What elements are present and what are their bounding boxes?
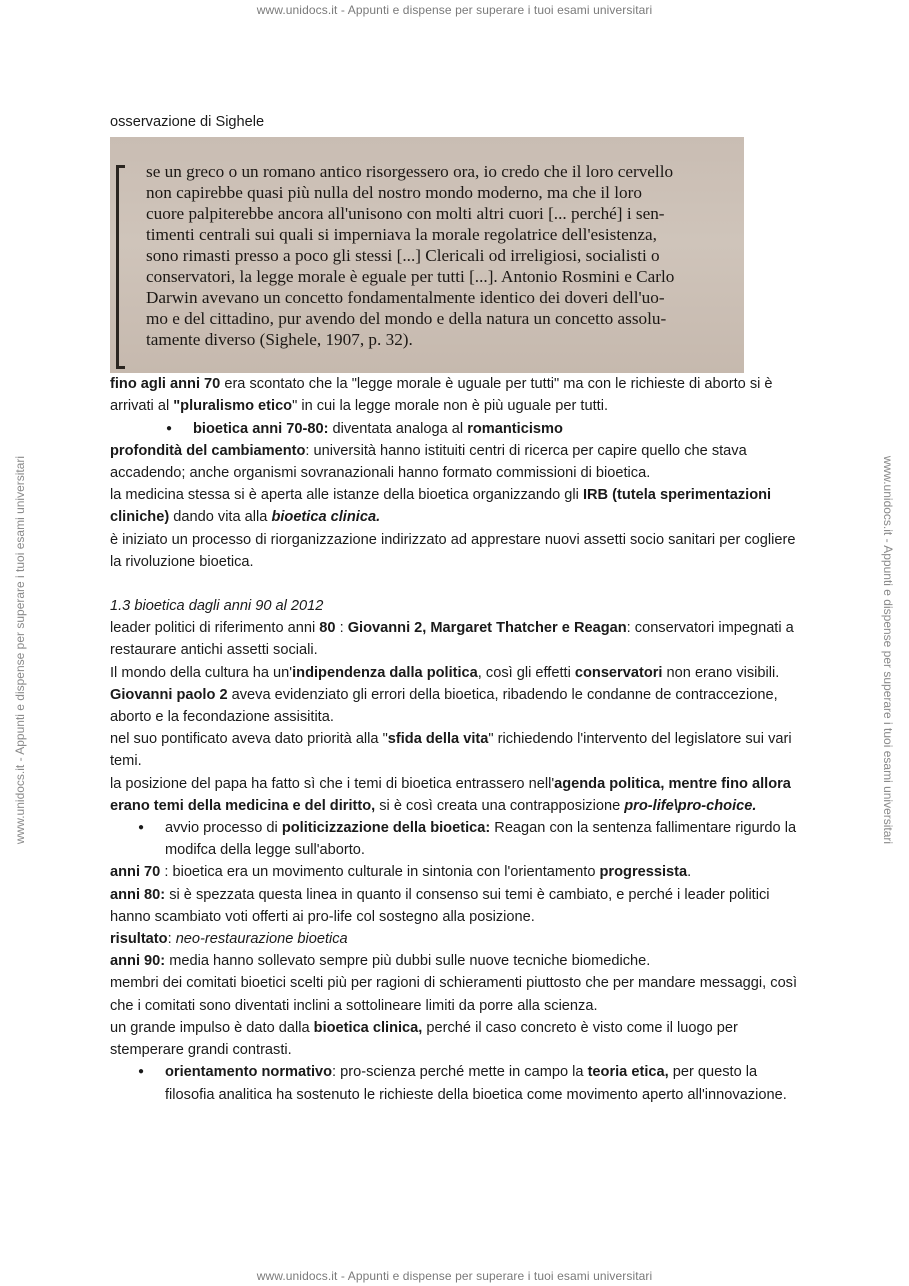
quote-line: timenti centrali sui quali si imperniava la morale regolatrice dell'esistenza, bbox=[146, 225, 657, 245]
list-item: ● avvio processo di politicizzazione della bioetica: Reagan con la sentenza fallimentare rigurdo la modifca della legge sull'aborto. bbox=[110, 817, 810, 861]
paragraph-pontificato: nel suo pontificato aveva dato priorità alla "sfida della vita" richiedendo l'intervento del legislatore sui vari temi. bbox=[110, 731, 792, 770]
watermark-header: www.unidocs.it - Appunti e dispense per superare i tuoi esami universitari bbox=[256, 3, 653, 17]
quote-line: non capirebbe quasi più nulla del nostro mondo moderno, ma che il loro bbox=[146, 183, 642, 203]
watermark-right: www.unidocs.it - Appunti e dispense per superare i tuoi esami universitari bbox=[881, 455, 895, 845]
document-body bbox=[110, 111, 810, 1106]
quote-line: cuore palpiterebbe ancora all'unisono con molti altri cuori [... perché] i sen- bbox=[146, 204, 665, 224]
paragraph-cambiamento: profondità del cambiamento: università hanno istituiti centri di ricerca per capire quello che stava accadendo; anche organismi sovranazionali hanno formato commissioni di bioetica. bbox=[110, 442, 747, 482]
section-title: 1.3 bioetica dagli anni 90 al 2012 bbox=[110, 598, 324, 615]
paragraph-pluralismo: fino agli anni 70 era scontato che la "legge morale è uguale per tutti" ma con le richieste di aborto si è arrivati al "pluralismo etico" in cui la legge morale non è più uguale per tutti. bbox=[110, 376, 773, 415]
paragraph-anni-80: anni 80: si è spezzata questa linea in quanto il consenso sui temi è cambiato, e perché i leader politici hanno scambiato voti offerti ai pro-life col sostegno alla posizione. bbox=[110, 886, 770, 925]
quote-line: se un greco o un romano antico risorgessero ora, io credo che il loro cervello bbox=[146, 162, 674, 182]
list-item: ● orientamento normativo: pro-scienza perché mette in campo la teoria etica, per questo la filosofia analitica ha sostenuto le richieste della bioetica come movimento aperto all'innovazione. bbox=[110, 1061, 810, 1105]
paragraph-cultura: Il mondo della cultura ha un'indipendenza dalla politica, così gli effetti conservatori non erano visibili. bbox=[110, 664, 780, 681]
watermark-footer: www.unidocs.it - Appunti e dispense per superare i tuoi esami universitari bbox=[256, 1269, 653, 1283]
bullet-list bbox=[110, 418, 810, 440]
quote-text bbox=[146, 161, 736, 350]
bullet-list bbox=[110, 817, 810, 861]
list-item: ● bioetica anni 70-80: diventata analoga al romanticismo bbox=[138, 418, 810, 440]
paragraph-irb: la medicina stessa si è aperta alle istanze della bioetica organizzando gli IRB (tutela sperimentazioni cliniche) dando vita alla bioetica clinica. bbox=[110, 487, 772, 526]
paragraph-risultato: risultato: neo-restaurazione bioetica bbox=[110, 931, 348, 948]
bullet-list bbox=[110, 1061, 810, 1105]
quote-caption: osservazione di Sighele bbox=[110, 114, 265, 130]
paragraph-agenda: la posizione del papa ha fatto sì che i temi di bioetica entrassero nell'agenda politica, mentre fino allora erano temi della medicina e del diritto, si è così creata una contrapposizione pro-life\pro-choice. bbox=[110, 775, 791, 814]
quote-line: conservatori, la legge morale è eguale per tutti [...]. Antonio Rosmini e Carlo bbox=[146, 267, 675, 287]
paragraph-riorganizzazione: è iniziato un processo di riorganizzazione indirizzato ad apprestare nuovi assetti socio sanitari per cogliere la rivoluzione bioetica. bbox=[110, 531, 796, 570]
quote-line: sono rimasti presso a poco gli stessi [...] Clericali od irreligiosi, socialisti o bbox=[146, 246, 660, 266]
quote-line: tamente diverso (Sighele, 1907, p. 32). bbox=[146, 330, 413, 350]
quote-bracket bbox=[116, 165, 125, 369]
paragraph-leader: leader politici di riferimento anni 80 : Giovanni 2, Margaret Thatcher e Reagan: conservatori impegnati a restaurare antichi assetti sociali. bbox=[110, 620, 794, 659]
paragraph-anni-90: anni 90: media hanno sollevato sempre più dubbi sulle nuove tecniche biomediche. bbox=[110, 953, 651, 970]
paragraph-giovanni-paolo: Giovanni paolo 2 aveva evidenziato gli errori della bioetica, ribadendo le condanne de contraccezione, aborto e la fecondazione assisitita. bbox=[110, 686, 778, 726]
paragraph-bioetica-clinica: un grande impulso è dato dalla bioetica clinica, perché il caso concreto è visto come il luogo per stemperare grandi contrasti. bbox=[110, 1019, 738, 1059]
quote-line: Darwin avevano un concetto fondamentalmente identico dei doveri dell'uo- bbox=[146, 288, 665, 308]
paragraph-anni-70: anni 70 : bioetica era un movimento culturale in sintonia con l'orientamento progressista. bbox=[110, 864, 692, 881]
quote-line: mo e del cittadino, pur avendo del mondo e della natura un concetto assolu- bbox=[146, 309, 667, 329]
paragraph-comitati: membri dei comitati bioetici scelti più per ragioni di schieramenti piuttosto che per mandare messaggi, così che i comitati sono diventati inclini a sottolineare limiti da porre alla scienza. bbox=[110, 975, 798, 1014]
quote-photo bbox=[110, 137, 744, 373]
watermark-left: www.unidocs.it - Appunti e dispense per superare i tuoi esami universitari bbox=[13, 455, 27, 845]
